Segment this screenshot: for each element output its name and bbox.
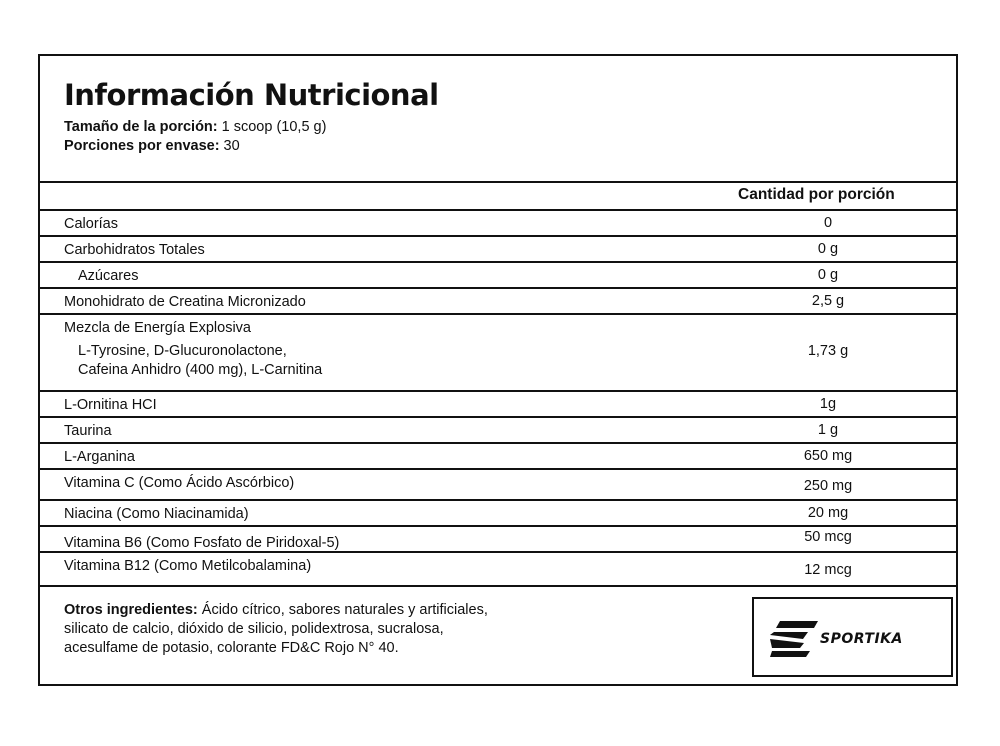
serving-size-value: 1 scoop (10,5 g) [217,119,327,135]
table-row [40,211,956,237]
row-name: Niacina (Como Niacinamida) [64,506,249,522]
row-name: Monohidrato de Creatina Micronizado [64,294,306,310]
other-ingredients-line-3: acesulfame de potasio, colorante FD&C Rojo N° 40. [64,640,399,656]
table-row [40,263,956,289]
row-value: 1,73 g [807,343,849,359]
row-value: 2,5 g [811,293,845,309]
serving-size [64,118,439,137]
table-row [40,527,956,553]
table-row [40,289,956,315]
row-value: 0 [823,215,833,231]
table-row [40,444,956,470]
table-row [40,315,956,392]
servings-label: Porciones por envase: [64,138,220,154]
row-value: 0 g [817,241,839,257]
brand-name: SPORTIKA [820,631,903,647]
row-value: 650 mg [803,448,853,464]
other-ingredients-line-1: Otros ingredientes: Ácido cítrico, sabores naturales y artificiales, [64,602,488,618]
table-row [40,470,956,501]
row-value: 0 g [817,267,839,283]
table-row [40,501,956,527]
nutrition-header [64,78,439,156]
row-name: L-Arganina [64,449,135,465]
serving-size-label: Tamaño de la porción: [64,119,218,135]
table-row [40,392,956,418]
table-header [40,183,956,211]
servings-value: 30 [219,138,240,154]
brand-logo-box [752,597,953,677]
row-name: Vitamina B12 (Como Metilcobalamina) [64,558,312,574]
row-sub-ingredients-2: Cafeina Anhidro (400 mg), L-Carnitina [78,362,323,378]
nutrition-table [40,181,956,587]
row-name: L-Ornitina HCI [64,397,157,413]
row-sub-ingredients-1: L-Tyrosine, D-Glucuronolactone, [78,343,287,359]
sportika-logo-icon [770,621,818,657]
other-ingredients [64,601,584,658]
table-row [40,237,956,263]
row-name: Taurina [64,423,112,439]
row-name: Calorías [64,216,118,232]
servings-per-container [64,137,439,156]
row-value: 1g [819,396,837,412]
column-header-amount: Cantidad por porción [738,186,895,203]
row-value: 1 g [817,422,839,438]
row-value: 12 mcg [804,562,852,578]
row-name: Vitamina B6 (Como Fosfato de Piridoxal-5) [64,535,340,551]
row-value: 50 mcg [804,529,852,545]
row-value: 20 mg [807,505,849,521]
row-name: Vitamina C (Como Ácido Ascórbico) [64,475,295,491]
other-ingredients-label: Otros ingredientes: [64,602,198,618]
row-name: Azúcares [78,268,139,284]
table-row [40,418,956,444]
table-row [40,553,956,587]
row-value: 250 mg [803,478,853,494]
page-title: Información Nutricional [64,78,439,112]
row-name-group [64,319,322,380]
other-ingredients-line-2: silicato de calcio, dióxido de silicio, polidextrosa, sucralosa, [64,621,444,637]
row-name: Mezcla de Energía Explosiva [64,320,251,336]
nutrition-facts-panel [38,54,958,686]
row-name: Carbohidratos Totales [64,242,205,258]
